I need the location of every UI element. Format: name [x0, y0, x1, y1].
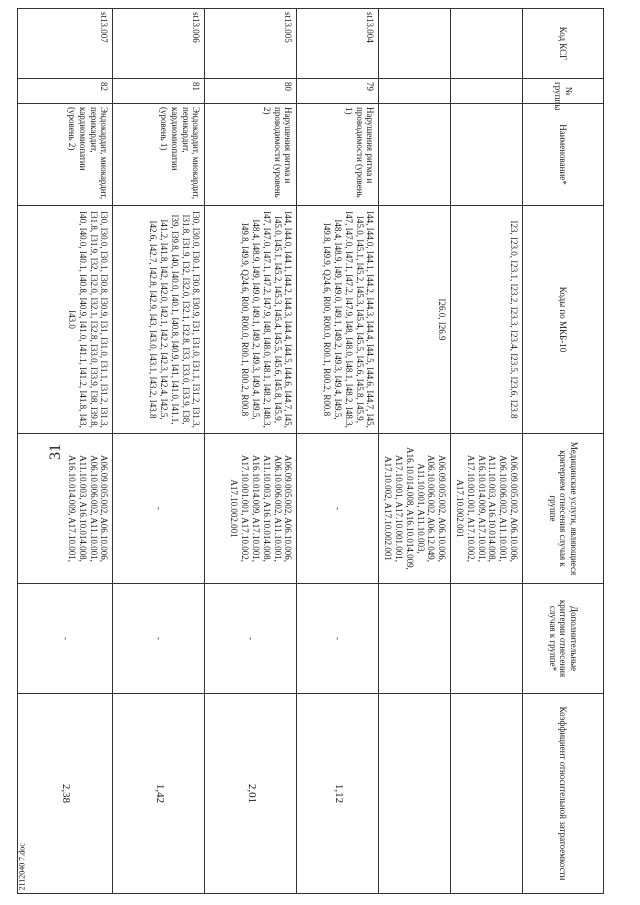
cell-name: Нарушения ритма и проводимости (уровень 1) — [297, 104, 379, 206]
cell-name: Эндокардит, миокардит, перикардит, кардиомиопатии (уровень 1) — [113, 104, 205, 206]
cell-num: 82 — [18, 79, 113, 104]
services-block: - — [154, 507, 165, 510]
table-row — [379, 9, 451, 894]
cell-coefficient — [451, 694, 523, 894]
cell-name: Нарушения ритма и проводимости (уровень 2) — [205, 104, 297, 206]
cell-num: 79 — [297, 79, 379, 104]
table-row — [18, 9, 113, 894]
services-block: A06.09.005.002, A06.10.006, A06.10.006.002, A06.12.049, A11.10.001, A11.10.003, A16.10.014.008, A16.10.014.009, A17.10.001, A17.10.001.001, A17.10.002, A17.10.002.001 — [383, 447, 448, 570]
cell-coefficient: 1,12 — [297, 694, 379, 894]
header-name: Наименование* — [523, 104, 604, 206]
cell-services — [451, 434, 523, 584]
cell-icd: I44, I44.0, I44.1, I44.2, I44.3, I44.4, I44.5, I44.6, I44.7, I45, I45.0, I45.1, I45.2, I45.3, I45.4, I45.5, I45.6, I45.8, I45.9, I47, I47.0, I47.1, I47.2, I47.9, I48, I48.0, I48.1, I48.2, I48.3, I48.4, I48.9, I49, I49.0, I49.1, I49.2, I49.3, I49.4, I49.5, I49.8, I49.9, Q24.6, R00, R00.0, R00.1, R00.2, R00.8 — [205, 206, 297, 434]
ksg-table — [17, 8, 604, 894]
header-code: Код КСГ — [523, 9, 604, 79]
cell-code: st13.007 — [18, 9, 113, 79]
services-block: A06.09.005.002, A06.10.006, A06.10.006.002, A11.10.001, A11.10.003, A16.10.014.008, A16.10.014.009, A17.10.001, — [67, 454, 110, 562]
cell-coefficient: 1,42 — [113, 694, 205, 894]
cell-coefficient: 2,38 — [18, 694, 113, 894]
cell-icd: I26.0, I26.9 — [379, 206, 451, 434]
page-number: 31 — [47, 444, 64, 460]
cell-icd: I30, I30.0, I30.1, I30.8, I30.9, I31, I31.0, I31.1, I31.2, I31.3, I31.8, I31.9, I32, I32.0, I32.1, I32.8, I33.0, I33.9, I38, I39.8, I40, I40.0, I40.1, I40.8, I40.9, I41.0, I41.1, I41.2, I41.8, I43, I43.0 — [18, 206, 113, 434]
table-row — [451, 9, 523, 894]
cell-coefficient: 2,01 — [205, 694, 297, 894]
cell-services — [379, 434, 451, 584]
header-additional: Дополнительные критерии отнесения случая к группе* — [523, 584, 604, 694]
cell-additional: - — [113, 584, 205, 694]
cell-icd: I30, I30.0, I30.1, I30.8, I30.9, I31, I31.0, I31.1, I31.2, I31.3, I31.8, I31.9, I32, I32.0, I32.1, I32.8, I33, I33.0, I33.9, I38, I39, I39.8, I40, I40.0, I40.1, I40.8, I40.9, I41, I41.0, I41.1, I41.2, I41.8, I42, I42.0, I42.1, I42.2, I42.3, I42.4, I42.5, I42.6, I42.7, I42.8, I42.9, I43, I43.0, I43.1, I43.2, I43.8 — [113, 206, 205, 434]
table-header-row — [523, 9, 604, 894]
cell-services — [205, 434, 297, 584]
header-coefficient: Коэффициент относительной затратоемкости — [523, 694, 604, 894]
cell-services — [113, 434, 205, 584]
cell-num: 81 — [113, 79, 205, 104]
cell-code — [379, 9, 451, 79]
services-block: A06.09.005.002, A06.10.006, A06.10.006.002, A11.10.001, A11.10.003, A16.10.014.008, A16.10.014.009, A17.10.001, A17.10.001.001, A17.10.002, A17.10.002.001 — [229, 454, 294, 562]
cell-icd: I23, I23.0, I23.1, I23.2, I23.3, I23.4, I23.5, I23.6, I23.8 — [451, 206, 523, 434]
cell-num — [451, 79, 523, 104]
table-row — [205, 9, 297, 894]
document-footer: 2112040 7.doc — [17, 843, 27, 891]
cell-num: 80 — [205, 79, 297, 104]
cell-coefficient — [379, 694, 451, 894]
cell-code: st13.004 — [297, 9, 379, 79]
table-row — [113, 9, 205, 894]
cell-services — [18, 434, 113, 584]
cell-name: Эндокардит, миокардит, перикардит, кардиомиопатии (уровень 2) — [18, 104, 113, 206]
cell-name — [379, 104, 451, 206]
cell-code — [451, 9, 523, 79]
header-services: Медицинские услуги, являющиеся критерием отнесения случая к группе — [523, 434, 604, 584]
cell-additional: - — [297, 584, 379, 694]
header-icd: Коды по МКБ-10 — [523, 206, 604, 434]
cell-additional — [451, 584, 523, 694]
cell-code: st13.005 — [205, 9, 297, 79]
rotated-table-container — [60, 8, 604, 893]
cell-additional: - — [18, 584, 113, 694]
header-num: № группы — [523, 79, 604, 104]
cell-services — [297, 434, 379, 584]
cell-code: st13.006 — [113, 9, 205, 79]
services-block: - — [333, 507, 344, 510]
cell-icd: I44, I44.0, I44.1, I44.2, I44.3, I44.4, I44.5, I44.6, I44.7, I45, I45.0, I45.1, I45.2, I45.3, I45.4, I45.5, I45.6, I45.8, I45.9, I47, I47.0, I47.1, I47.2, I47.9, I48, I48.0, I48.1, I48.2, I48.3, I48.4, I48.9, I49, I49.0, I49.1, I49.2, I49.3, I49.4, I49.5, I49.8, I49.9, Q24.6, R00, R00.0, R00.1, R00.2, R00.8 — [297, 206, 379, 434]
cell-additional: - — [205, 584, 297, 694]
cell-additional — [379, 584, 451, 694]
cell-num — [379, 79, 451, 104]
services-block: A06.09.005.002, A06.10.006, A06.10.006.002, A11.10.001, A11.10.003, A16.10.014.008, A16.10.014.009, A17.10.001, A17.10.001.001, A17.10.002, A17.10.002.001 — [455, 454, 519, 562]
cell-name — [451, 104, 523, 206]
table-row — [297, 9, 379, 894]
